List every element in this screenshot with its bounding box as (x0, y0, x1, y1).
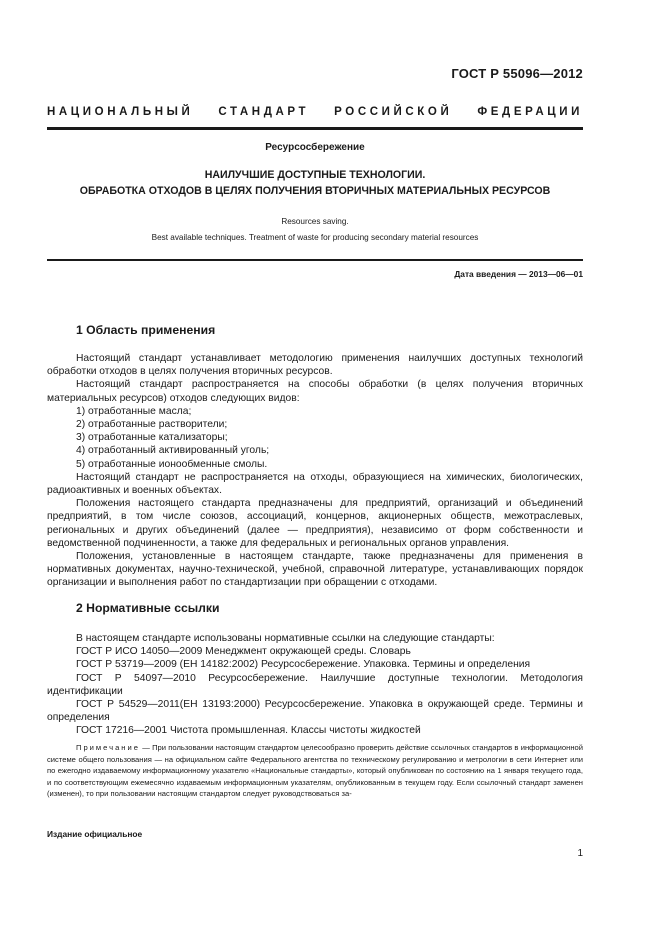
page-number: 1 (577, 848, 583, 859)
note-text: — При пользовании настоящим стандартом целесообразно проверить действие ссылочных стандартов в информационной системе общего пользования — на официальном сайте Федерального агентства по техническому регулированию и метрологии в сети Интернет или по ежегодно издаваемому информационному указателю «Национальные стандарты», который опубликован по состоянию на 1 января текущего года, и по соответствующим ежемесячно издаваемым информационным указателям, опубликованным в текущем году. Если ссылочный стандарт заменен (изменен), то при пользовании настоящим стандартом следует руководствоваться за- (47, 743, 583, 799)
document-title (47, 167, 583, 199)
title-line-1: НАИЛУЧШИЕ ДОСТУПНЫЕ ТЕХНОЛОГИИ. (204, 169, 426, 181)
document-code: ГОСТ Р 55096—2012 (451, 66, 583, 81)
reference-item: ГОСТ Р ИСО 14050—2009 Менеджмент окружающей среды. Словарь (76, 646, 411, 658)
reference-item: ГОСТ Р 54529—2011(ЕН 13193:2000) Ресурсосбережение. Упаковка в окружающей среде. Термины и определения (47, 699, 583, 724)
section-2-body (47, 632, 583, 738)
note-paragraph (47, 742, 583, 800)
title-rule (47, 259, 583, 261)
section-1-body (47, 352, 583, 590)
english-title-line-1: Resources saving. (281, 217, 349, 226)
paragraph: Настоящий стандарт не распространяется на отходы, образующиеся на химических, биологических, радиоактивных и военных объектах. (47, 471, 583, 497)
reference-item: ГОСТ 17216—2001 Чистота промышленная. Классы чистоты жидкостей (76, 725, 421, 737)
paragraph: Настоящий стандарт распространяется на способы обработки (в целях получения вторичных материальных ресурсов) отходов следующих видов: (47, 379, 583, 404)
title-line-2: ОБРАБОТКА ОТХОДОВ В ЦЕЛЯХ ПОЛУЧЕНИЯ ВТОРИЧНЫХ МАТЕРИАЛЬНЫХ РЕСУРСОВ (79, 185, 551, 197)
reference-item: ГОСТ Р 53719—2009 (ЕН 14182:2002) Ресурсосбережение. Упаковка. Термины и определения (76, 659, 531, 671)
english-title-line-2: Best available techniques. Treatment of waste for producing secondary material resources (151, 233, 479, 242)
paragraph: Положения настоящего стандарта предназначены для предприятий, организаций и объединений предприятий, в том числе союзов, ассоциаций, концернов, акционерных обществ, межотраслевых, региональных и других объединений (далее — предприятия), независимо от форм собственности и ведомственной подчиненности, а также для федеральных и региональных органов управления. (47, 498, 583, 549)
list-item: 2) отработанные растворители; (76, 419, 228, 431)
list-item: 4) отработанный активированный уголь; (76, 445, 270, 457)
list-item: 5) отработанные ионообменные смолы. (76, 458, 268, 470)
subject-heading: Ресурсосбережение (265, 142, 365, 153)
paragraph: Настоящий стандарт устанавливает методологию применения наилучших доступных технологий обработки отходов в целях получения вторичных ресурсов. (47, 353, 583, 378)
section-2-heading: 2 Нормативные ссылки (76, 601, 220, 615)
paragraph: Положения, установленные в настоящем стандарте, также предназначены для применения в нормативных документах, научно-технической, учебной, справочной литературе, устанавливающих порядок организации и выполнения работ по стандартизации при обращении с отходами. (47, 551, 583, 589)
header-rule (47, 127, 583, 130)
section-1-heading: 1 Область применения (76, 323, 216, 337)
english-title (47, 214, 583, 246)
edition-label: Издание официальное (47, 829, 143, 839)
introduction-date: Дата введения — 2013—06—01 (454, 269, 583, 279)
list-item: 3) отработанные катализаторы; (76, 432, 228, 444)
paragraph: В настоящем стандарте использованы нормативные ссылки на следующие стандарты: (76, 633, 495, 644)
national-standard-banner: НАЦИОНАЛЬНЫЙ СТАНДАРТ РОССИЙСКОЙ ФЕДЕРАЦИИ (47, 106, 583, 118)
list-item: 1) отработанные масла; (76, 405, 192, 417)
note-label: Примечание (76, 743, 140, 752)
reference-item: ГОСТ Р 54097—2010 Ресурсосбережение. Наилучшие доступные технологии. Методология идентификации (47, 672, 583, 697)
